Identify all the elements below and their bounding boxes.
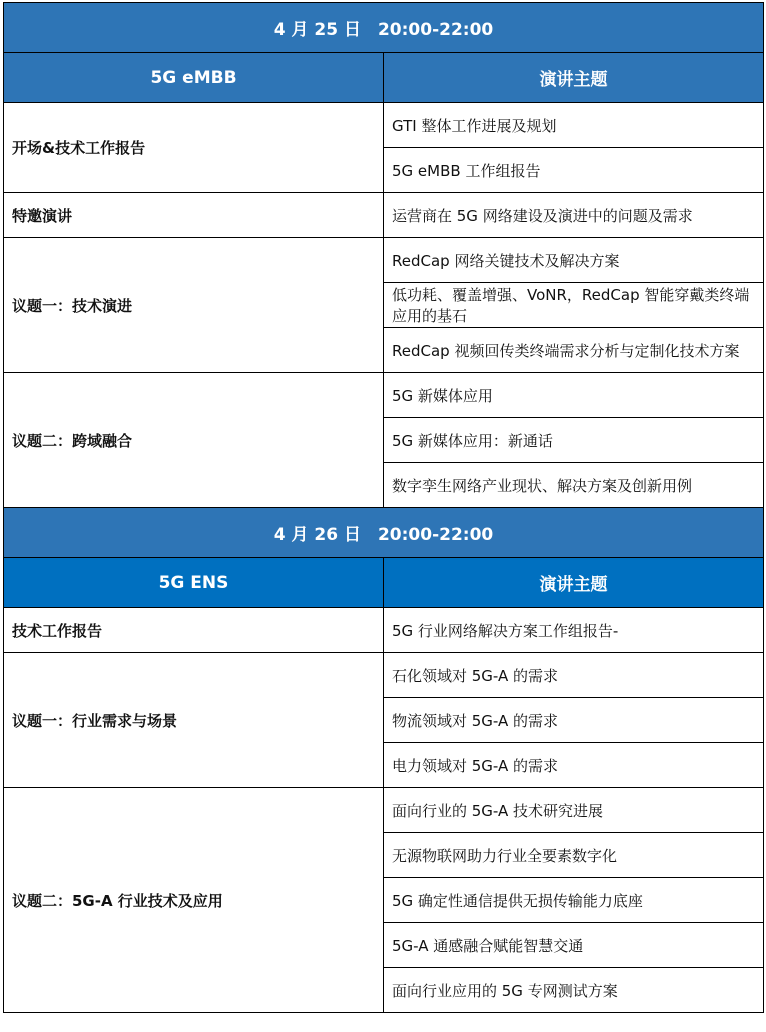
table-row (4, 653, 764, 698)
topic-cell: 5G 确定性通信提供无损传输能力底座 (384, 878, 764, 923)
date-header: 4 月 26 日 20:00-22:00 (4, 508, 764, 558)
topic-cell: 5G 新媒体应用 (384, 373, 764, 418)
topic-cell: 物流领域对 5G-A 的需求 (384, 698, 764, 743)
session-label: 议题二：5G-A 行业技术及应用 (4, 788, 384, 1013)
topic-cell: RedCap 网络关键技术及解决方案 (384, 238, 764, 283)
topic-cell: 5G 新媒体应用：新通话 (384, 418, 764, 463)
topic-cell: 5G eMBB 工作组报告 (384, 148, 764, 193)
topic-cell: 无源物联网助力行业全要素数字化 (384, 833, 764, 878)
topic-cell: 低功耗、覆盖增强、VoNR，RedCap 智能穿戴类终端应用的基石 (384, 283, 764, 328)
topic-cell: 5G-A 通感融合赋能智慧交通 (384, 923, 764, 968)
table-row (4, 103, 764, 148)
table-row (4, 608, 764, 653)
session-label: 议题二：跨域融合 (4, 373, 384, 508)
track-header: 5G ENS (4, 558, 384, 608)
session-label: 开场&技术工作报告 (4, 103, 384, 193)
table-row (4, 788, 764, 833)
topic-cell: 电力领域对 5G-A 的需求 (384, 743, 764, 788)
session-label: 议题一：行业需求与场景 (4, 653, 384, 788)
session-label: 特邀演讲 (4, 193, 384, 238)
table-row (4, 238, 764, 283)
table-row (4, 193, 764, 238)
topic-header: 演讲主题 (384, 558, 764, 608)
date-header: 4 月 25 日 20:00-22:00 (4, 3, 764, 53)
topic-cell: GTI 整体工作进展及规划 (384, 103, 764, 148)
topic-cell: 数字孪生网络产业现状、解决方案及创新用例 (384, 463, 764, 508)
topic-cell: 面向行业应用的 5G 专网测试方案 (384, 968, 764, 1013)
table-row (4, 373, 764, 418)
topic-cell: 面向行业的 5G-A 技术研究进展 (384, 788, 764, 833)
topic-cell: 运营商在 5G 网络建设及演进中的问题及需求 (384, 193, 764, 238)
session-label: 议题一：技术演进 (4, 238, 384, 373)
topic-cell: 石化领域对 5G-A 的需求 (384, 653, 764, 698)
topic-header: 演讲主题 (384, 53, 764, 103)
topic-cell: 5G 行业网络解决方案工作组报告- (384, 608, 764, 653)
topic-cell: RedCap 视频回传类终端需求分析与定制化技术方案 (384, 328, 764, 373)
agenda-table (3, 2, 764, 1013)
track-header: 5G eMBB (4, 53, 384, 103)
session-label: 技术工作报告 (4, 608, 384, 653)
